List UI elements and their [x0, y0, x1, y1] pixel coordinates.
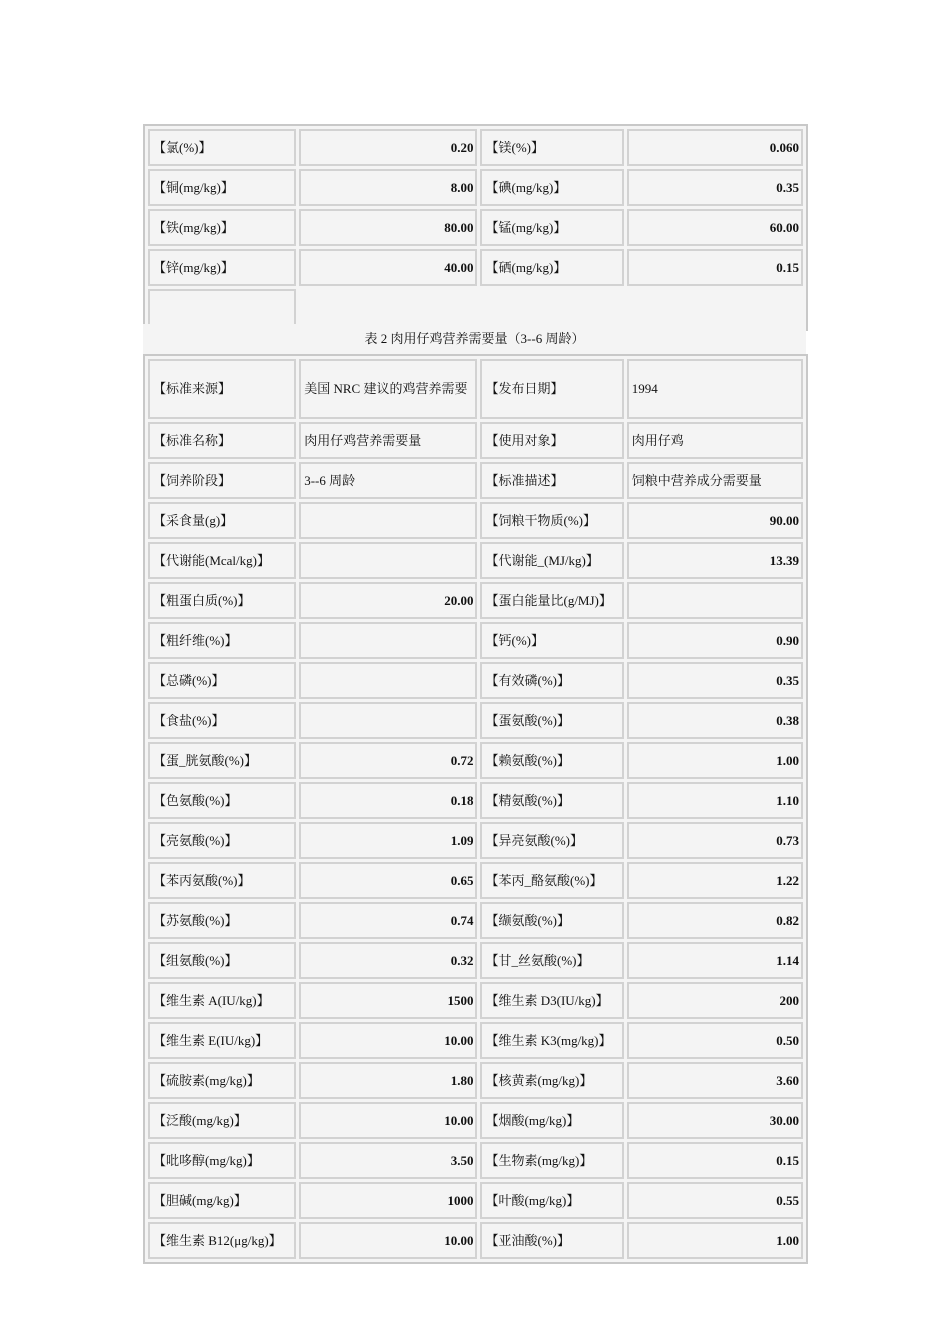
- nutrient-value: [299, 702, 477, 739]
- nutrient-label: 【异亮氨酸(%)】: [480, 822, 623, 859]
- nutrient-label: 【胆碱(mg/kg)】: [148, 1182, 296, 1219]
- nutrient-label: 【生物素(mg/kg)】: [480, 1142, 623, 1179]
- nutrient-label: 【亮氨酸(%)】: [148, 822, 296, 859]
- table-row: [148, 249, 803, 286]
- nutrient-label: 【硒(mg/kg)】: [480, 249, 623, 286]
- nutrient-label: 【烟酸(mg/kg)】: [480, 1102, 623, 1139]
- nutrient-label: 【缬氨酸(%)】: [480, 902, 623, 939]
- table-row: [148, 742, 803, 779]
- nutrient-value: 1.14: [627, 942, 803, 979]
- nutrient-value: 0.18: [299, 782, 477, 819]
- nutrient-value: 0.65: [299, 862, 477, 899]
- nutrient-label: 【苯丙氨酸(%)】: [148, 862, 296, 899]
- field-value: 肉用仔鸡营养需要量: [299, 422, 477, 459]
- nutrient-value: 1.22: [627, 862, 803, 899]
- field-label: 【标准名称】: [148, 422, 296, 459]
- info-row: [148, 462, 803, 499]
- table-row: [148, 942, 803, 979]
- nutrient-value: 20.00: [299, 582, 477, 619]
- nutrient-value: 40.00: [299, 249, 477, 286]
- nutrient-label: 【苯丙_酪氨酸(%)】: [480, 862, 623, 899]
- nutrient-label: 【采食量(g)】: [148, 502, 296, 539]
- nutrient-label: 【粗纤维(%)】: [148, 622, 296, 659]
- table-row: [148, 1102, 803, 1139]
- nutrient-value: 0.20: [299, 129, 477, 166]
- nutrient-value: 90.00: [627, 502, 803, 539]
- table-row: [148, 902, 803, 939]
- nutrient-label: 【铜(mg/kg)】: [148, 169, 296, 206]
- table-row: [148, 1142, 803, 1179]
- nutrient-value: 0.90: [627, 622, 803, 659]
- nutrient-label: 【精氨酸(%)】: [480, 782, 623, 819]
- table-row: [148, 1182, 803, 1219]
- table-row: [148, 982, 803, 1019]
- nutrient-value: 0.32: [299, 942, 477, 979]
- table-row: [148, 1062, 803, 1099]
- nutrient-value: [299, 542, 477, 579]
- nutrient-label: 【亚油酸(%)】: [480, 1222, 623, 1259]
- nutrient-label: 【锰(mg/kg)】: [480, 209, 623, 246]
- nutrient-value: 80.00: [299, 209, 477, 246]
- table-row-empty: [148, 289, 803, 326]
- nutrient-value: [299, 662, 477, 699]
- info-row: [148, 359, 803, 419]
- nutrient-label: 【泛酸(mg/kg)】: [148, 1102, 296, 1139]
- table-row: [148, 702, 803, 739]
- nutrient-value: 0.15: [627, 1142, 803, 1179]
- nutrient-label: 【碘(mg/kg)】: [480, 169, 623, 206]
- nutrient-label: 【核黄素(mg/kg)】: [480, 1062, 623, 1099]
- nutrient-label: 【食盐(%)】: [148, 702, 296, 739]
- nutrient-label: 【维生素 B12(μg/kg)】: [148, 1222, 296, 1259]
- table-row: [148, 622, 803, 659]
- nutrient-label: 【锌(mg/kg)】: [148, 249, 296, 286]
- nutrient-value: [299, 502, 477, 539]
- field-value: 饲粮中营养成分需要量: [627, 462, 803, 499]
- nutrient-value: 10.00: [299, 1222, 477, 1259]
- empty-cell: [299, 289, 803, 326]
- nutrient-label: 【维生素 A(IU/kg)】: [148, 982, 296, 1019]
- nutrient-value: 10.00: [299, 1022, 477, 1059]
- table-row: [148, 169, 803, 206]
- nutrient-value: [299, 622, 477, 659]
- trace-mineral-table: [143, 124, 808, 331]
- nutrient-value: 13.39: [627, 542, 803, 579]
- nutrient-label: 【有效磷(%)】: [480, 662, 623, 699]
- table-row: [148, 1222, 803, 1259]
- nutrient-value: 1.09: [299, 822, 477, 859]
- field-value: 美国 NRC 建议的鸡营养需要: [299, 359, 477, 419]
- nutrient-label: 【苏氨酸(%)】: [148, 902, 296, 939]
- info-row: [148, 422, 803, 459]
- table-row: [148, 542, 803, 579]
- nutrient-label: 【蛋_胱氨酸(%)】: [148, 742, 296, 779]
- nutrient-label: 【铁(mg/kg)】: [148, 209, 296, 246]
- nutrient-label: 【钙(%)】: [480, 622, 623, 659]
- field-value: 3--6 周龄: [299, 462, 477, 499]
- field-label: 【饲养阶段】: [148, 462, 296, 499]
- nutrient-value: 0.060: [627, 129, 803, 166]
- table-row: [148, 209, 803, 246]
- table-row: [148, 862, 803, 899]
- nutrient-value: [627, 582, 803, 619]
- table-row: [148, 1022, 803, 1059]
- nutrient-label: 【组氨酸(%)】: [148, 942, 296, 979]
- nutrient-label: 【代谢能(Mcal/kg)】: [148, 542, 296, 579]
- nutrient-label: 【吡哆醇(mg/kg)】: [148, 1142, 296, 1179]
- nutrient-value: 1500: [299, 982, 477, 1019]
- nutrient-value: 0.15: [627, 249, 803, 286]
- nutrient-label: 【蛋氨酸(%)】: [480, 702, 623, 739]
- nutrient-value: 3.60: [627, 1062, 803, 1099]
- nutrient-value: 1.10: [627, 782, 803, 819]
- nutrient-label: 【硫胺素(mg/kg)】: [148, 1062, 296, 1099]
- nutrient-value: 1.80: [299, 1062, 477, 1099]
- nutrient-label: 【维生素 E(IU/kg)】: [148, 1022, 296, 1059]
- table-row: [148, 129, 803, 166]
- nutrient-value: 1000: [299, 1182, 477, 1219]
- nutrient-label: 【维生素 D3(IU/kg)】: [480, 982, 623, 1019]
- nutrient-label: 【叶酸(mg/kg)】: [480, 1182, 623, 1219]
- nutrient-value: 0.74: [299, 902, 477, 939]
- table-row: [148, 502, 803, 539]
- field-label: 【标准描述】: [480, 462, 623, 499]
- nutrient-label: 【维生素 K3(mg/kg)】: [480, 1022, 623, 1059]
- nutrient-value: 1.00: [627, 1222, 803, 1259]
- nutrient-value: 0.35: [627, 662, 803, 699]
- nutrient-value: 8.00: [299, 169, 477, 206]
- table-row: [148, 582, 803, 619]
- nutrient-value: 0.55: [627, 1182, 803, 1219]
- nutrient-value: 0.38: [627, 702, 803, 739]
- trace-mineral-table-body: [148, 129, 803, 326]
- nutrient-value: 0.35: [627, 169, 803, 206]
- empty-cell: [148, 289, 296, 326]
- field-label: 【使用对象】: [480, 422, 623, 459]
- nutrient-label: 【蛋白能量比(g/MJ)】: [480, 582, 623, 619]
- nutrient-label: 【甘_丝氨酸(%)】: [480, 942, 623, 979]
- nutrient-value: 60.00: [627, 209, 803, 246]
- nutrient-value: 0.50: [627, 1022, 803, 1059]
- nutrient-label: 【镁(%)】: [480, 129, 623, 166]
- nutrient-label: 【饲粮干物质(%)】: [480, 502, 623, 539]
- nutrient-value: 10.00: [299, 1102, 477, 1139]
- field-label: 【标准来源】: [148, 359, 296, 419]
- nutrient-value: 3.50: [299, 1142, 477, 1179]
- nutrient-label: 【氯(%)】: [148, 129, 296, 166]
- table-row: [148, 662, 803, 699]
- nutrient-value: 0.82: [627, 902, 803, 939]
- nutrient-value: 200: [627, 982, 803, 1019]
- field-label: 【发布日期】: [480, 359, 623, 419]
- nutrient-value: 30.00: [627, 1102, 803, 1139]
- nutrient-label: 【代谢能_(MJ/kg)】: [480, 542, 623, 579]
- nutrient-label: 【粗蛋白质(%)】: [148, 582, 296, 619]
- nutrient-value: 0.73: [627, 822, 803, 859]
- nutrient-label: 【赖氨酸(%)】: [480, 742, 623, 779]
- field-value: 1994: [627, 359, 803, 419]
- table2-caption: 表 2 肉用仔鸡营养需要量（3--6 周龄）: [143, 324, 806, 354]
- broiler-nutrient-table-body: [148, 359, 803, 1259]
- table-row: [148, 822, 803, 859]
- broiler-nutrient-table: [143, 354, 808, 1264]
- nutrient-value: 0.72: [299, 742, 477, 779]
- nutrient-label: 【色氨酸(%)】: [148, 782, 296, 819]
- field-value: 肉用仔鸡: [627, 422, 803, 459]
- nutrient-value: 1.00: [627, 742, 803, 779]
- table-row: [148, 782, 803, 819]
- nutrient-label: 【总磷(%)】: [148, 662, 296, 699]
